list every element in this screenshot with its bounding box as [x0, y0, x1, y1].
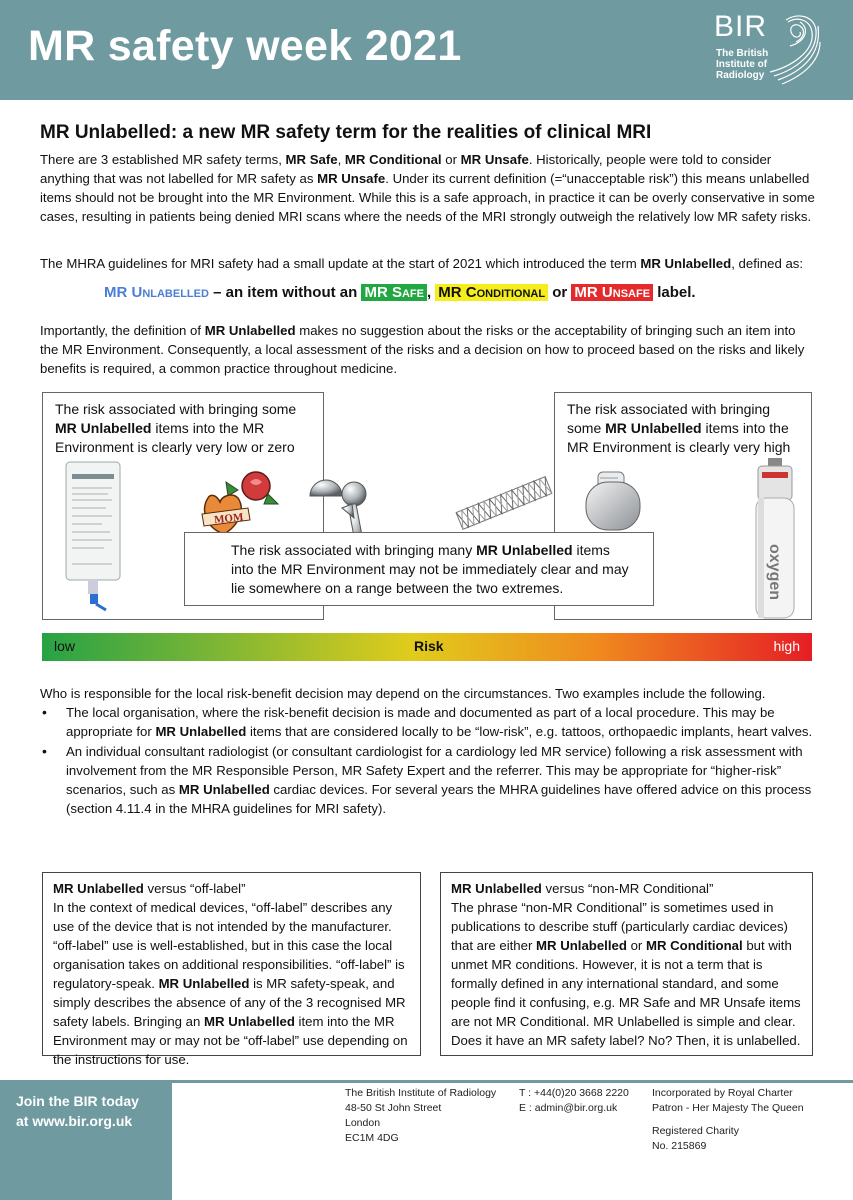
- off-label-note: [42, 872, 421, 1067]
- list-item: • The local organisation, where the risk-benefit decision is made and documented as part of a local procedure. This may be appropriate for MR Unlabelled items that are considered locally to be “low-risk”, e.g. tattoos, orthopaedic implants, heart valves.: [40, 703, 815, 741]
- footer-contact: [519, 1086, 629, 1116]
- responsibility-paragraph: Who is responsible for the local risk-benefit decision may depend on the circumstances. Two examples include the following.: [40, 686, 766, 701]
- note-body: The phrase “non-MR Conditional” is sometimes used in publications to describe stuff (particularly cardiac devices) that are either MR Unlabelled or MR Conditional but with unmet MR conditions. However, it is not a term that is formally defined in any international standard, and some people find it confusing, e.g. MR Safe and MR Unsafe items are not MR Conditional. MR Unlabelled is simple and clear. Does it have an MR safety label? No? Then, it is unlabelled.: [451, 900, 801, 1048]
- join-bir-box: [0, 1083, 172, 1200]
- phone-number: T : +44(0)20 3668 2220: [519, 1087, 629, 1099]
- non-mr-conditional-note: [440, 872, 813, 1056]
- footer-address: The British Institute of Radiology 48-50 St John Street London EC1M 4DG: [345, 1087, 497, 1144]
- mr-unlabelled-definition: MR Unlabelled – an item without an MR Safe , MR Conditional or MR Unsafe label.: [104, 284, 696, 301]
- logo-swirl-icon: [760, 12, 822, 92]
- bir-logo: [712, 10, 824, 96]
- tattoo-image: [198, 468, 284, 540]
- risk-label: Risk: [414, 638, 444, 654]
- label-mr-safe: MR Safe: [361, 284, 427, 301]
- risk-gradient-bar: [42, 633, 812, 661]
- label-mr-unsafe: MR Unsafe: [571, 284, 653, 301]
- email-address[interactable]: E : admin@bir.org.uk: [519, 1102, 618, 1114]
- section-title: MR Unlabelled: a new MR safety term for the realities of clinical MRI: [40, 122, 652, 143]
- oxygen-cylinder-image: [754, 458, 796, 620]
- note-heading: MR Unlabelled versus “non-MR Conditional”: [451, 881, 714, 896]
- uncertain-risk-box: The risk associated with bringing many MR Unlabelled items into the MR Environment may not be immediately clear and may lie somewhere on a range between the two extremes.: [184, 532, 654, 606]
- note-heading: MR Unlabelled versus “off-label”: [53, 881, 246, 896]
- join-line: Join the BIR today: [16, 1093, 139, 1109]
- risk-low-label: low: [54, 638, 76, 654]
- footer-charter: Incorporated by Royal Charter Patron - Her Majesty The Queen Registered Charity No. 215869: [652, 1087, 804, 1152]
- list-item: • An individual consultant radiologist (or consultant cardiologist for a cardiology led MR service) following a risk assessment with involvement from the MR Responsible Person, MR Safety Expert and the referrer. This may be appropriate for “higher-risk” scenarios, such as MR Unlabelled cardiac devices. For several years the MHRA guidelines have offered advice on this process (section 4.11.4 in the MHRA guidelines for MRI safety).: [40, 742, 815, 818]
- high-risk-box: The risk associated with bringing some MR Unlabelled items into the MR Environment is clearly very high: [554, 392, 812, 620]
- stent-image: [452, 474, 556, 532]
- svg-text:MOM: MOM: [213, 511, 244, 527]
- page-title: MR safety week 2021: [28, 22, 462, 70]
- pacemaker-image: [582, 470, 644, 534]
- note-body: In the context of medical devices, “off-label” describes any use of the device that is not intended by the manufacturer. “off-label” use is well-established, but in this case the local organisation takes on additional responsibilities. “off-label” is regulatory-speak. MR Unlabelled is MR safety-speak, and simply describes the absence of any of the 3 recognised MR safety labels. Bringing an MR Unlabelled item into the MR Environment may or may not be “off-label” use depending on the instructions for use.: [53, 900, 408, 1067]
- low-risk-box: The risk associated with bringing some MR Unlabelled items into the MR Environment is clearly very low or zero: [42, 392, 324, 620]
- mhra-paragraph: The MHRA guidelines for MRI safety had a small update at the start of 2021 which introduced the term MR Unlabelled, defined as:: [40, 256, 804, 271]
- svg-text:oxygen: oxygen: [766, 544, 783, 601]
- responsibility-list: [40, 703, 815, 819]
- logo-subtext: The British Institute of Radiology: [716, 48, 769, 81]
- intro-paragraph: There are 3 established MR safety terms, MR Safe, MR Conditional or MR Unsafe. Historically, people were told to consider anything that was not labelled for MR safety as MR Unsafe. Under its current definition (=“unacceptable risk”) this means unlabelled items should not be brought into the MR Environment. While this is a safe approach, in practice it can be overly conservative in some cases, resulting in patients being denied MRI scans where the needs of the MRI strongly outweigh the relatively low MR safety risks.: [40, 152, 815, 224]
- assessment-paragraph: Importantly, the definition of MR Unlabelled makes no suggestion about the risks or the acceptability of bringing such an item into the MR Environment. Consequently, a local assessment of the risks and a decision on how to proceed based on the risks and likely benefits is required, a common practice throughout medicine.: [40, 323, 805, 376]
- label-mr-conditional: MR Conditional: [435, 284, 548, 301]
- header-banner: [0, 0, 853, 100]
- logo-text: BIR: [714, 10, 768, 43]
- term-mr-unlabelled: MR Unlabelled: [104, 284, 209, 301]
- iv-bag-image: [62, 460, 124, 616]
- risk-high-label: high: [773, 638, 800, 654]
- website-link[interactable]: at www.bir.org.uk: [16, 1113, 133, 1129]
